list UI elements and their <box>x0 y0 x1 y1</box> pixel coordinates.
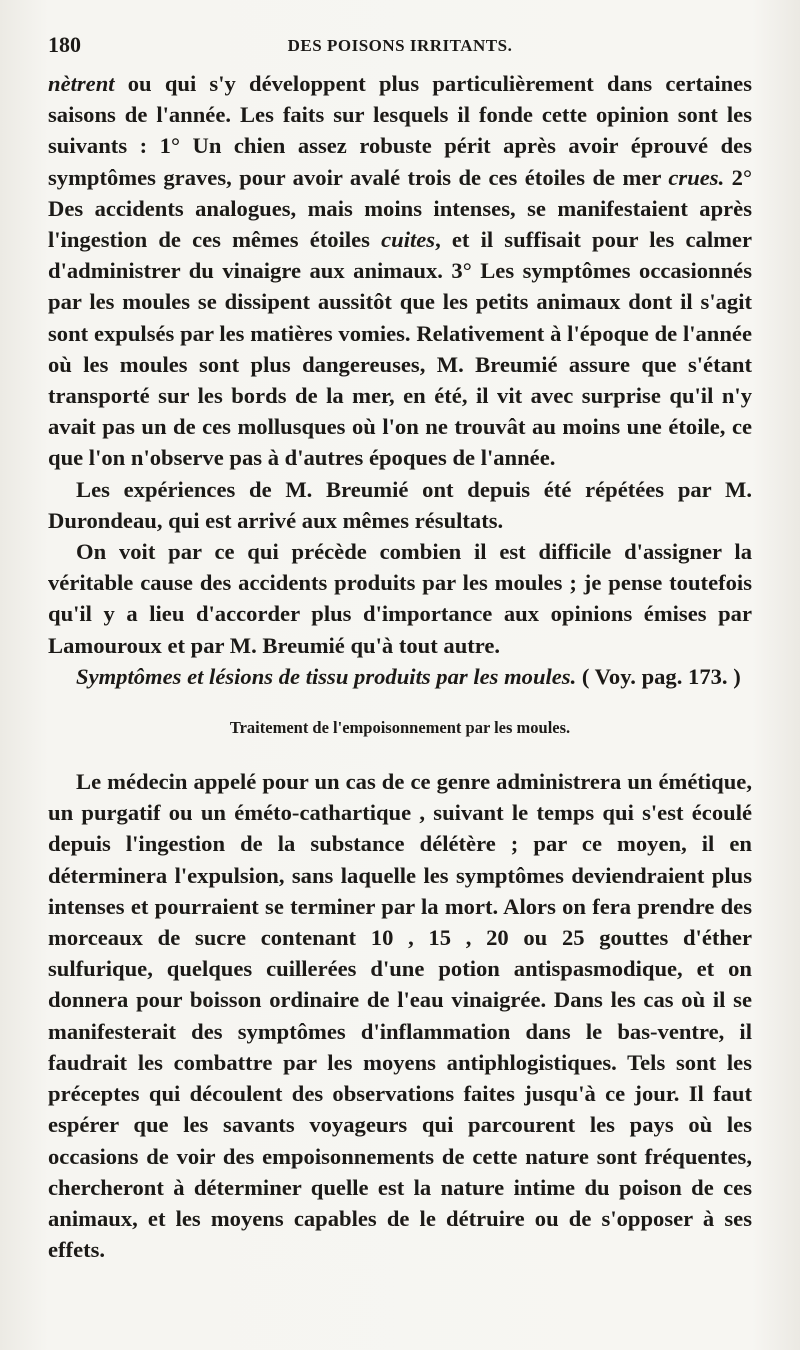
paragraph <box>48 68 752 474</box>
italic-text: cuites <box>381 227 436 253</box>
text-run: 2° Des accidents analogues, mais moins intenses, se manifestaient après l'ingestion de ces mêmes étoiles <box>48 164 753 253</box>
paragraph <box>48 536 752 661</box>
italic-text: nètrent <box>48 71 115 96</box>
text-run: Les expériences de M. Breumié ont depuis été répétées par M. Durondeau, qui est arrivé aux mêmes résultats. <box>48 476 752 533</box>
text-run: ou qui s'y développent plus particulièrement dans certaines saisons de l'année. Les faits sur lesquels il fonde cette opinion sont les suivants : 1° Un chien assez robuste périt après avoir éprouvé des symptômes graves, pour avoir avalé trois de ces étoiles de mer <box>48 71 752 190</box>
text-run: Le médecin appelé pour un cas de ce genre administrera un émétique, un purgatif ou un éméto-cathartique , suivant le temps qui s'est écoulé depuis l'ingestion de la substance délétère ; par ce moyen, il en déterminera l'expulsion, sans laquelle les symptômes deviendraient plus intenses et pourraient se terminer par la mort. Alors on fera prendre des morceaux de sucre contenant 10 , 15 , 20 ou 25 gouttes d'éther sulfurique, quelques cuillerées d'une potion antispasmodique, et on donnera pour boisson ordinaire de l'eau vinaigrée. Dans les cas où il se manifesterait des symptômes d'inflammation dans le bas-ventre, il faudrait les combattre par les moyens antiphlogistiques. Tels sont les préceptes qui découlent des observations faites jusqu'à ce jour. Il faut espérer que les savants voyageurs qui parcourent les pays où les occasions de voir des empoisonnements de cette nature sont fréquentes, chercheront à déterminer quelle est la nature intime du poison de ces animaux, et les moyens capables de le détruire ou de s'opposer à ses effets. <box>48 769 752 1263</box>
text-run: ( Voy. pag. 173. ) <box>576 663 741 689</box>
page-number: 180 <box>48 32 81 57</box>
section-heading: Traitement de l'empoisonnement par les moules. <box>229 718 571 738</box>
italic-text: Symptômes et lésions de tissu produits par les moules. <box>76 663 577 689</box>
body-text <box>48 68 752 1265</box>
italic-text: crues. <box>668 164 725 190</box>
paragraphs-after-heading <box>48 766 752 1265</box>
paragraph <box>48 474 752 536</box>
text-run: On voit par ce qui précède combien il est difficile d'assigner la véritable cause des accidents produits par les moules ; je pense toutefois qu'il y a lieu d'accorder plus d'importance aux opinions émises par Lamouroux et par M. Breumié qu'à tout autre. <box>48 539 752 658</box>
paragraphs-before-heading <box>48 68 752 692</box>
page-header <box>48 32 752 62</box>
text-run: , et il suffisait pour les calmer d'administrer du vinaigre aux animaux. 3° Les symptômes occasionnés par les moules se dissipent aussitôt que les petits animaux dont il s'agit sont expulsés par les matières vomies. Relativement à l'époque de l'année où les moules sont plus dangereuses, M. Breumié assure que s'étant transporté sur les bords de la mer, en été, il vit avec surprise qu'il n'y avait pas un de ces mollusques où l'on ne trouvât au moins une étoile, ce que l'on n'observe pas à d'autres époques de l'année. <box>48 227 752 471</box>
running-head: DES POISONS IRRITANTS. <box>287 36 513 55</box>
paragraph <box>48 661 752 692</box>
paragraph <box>48 766 752 1265</box>
